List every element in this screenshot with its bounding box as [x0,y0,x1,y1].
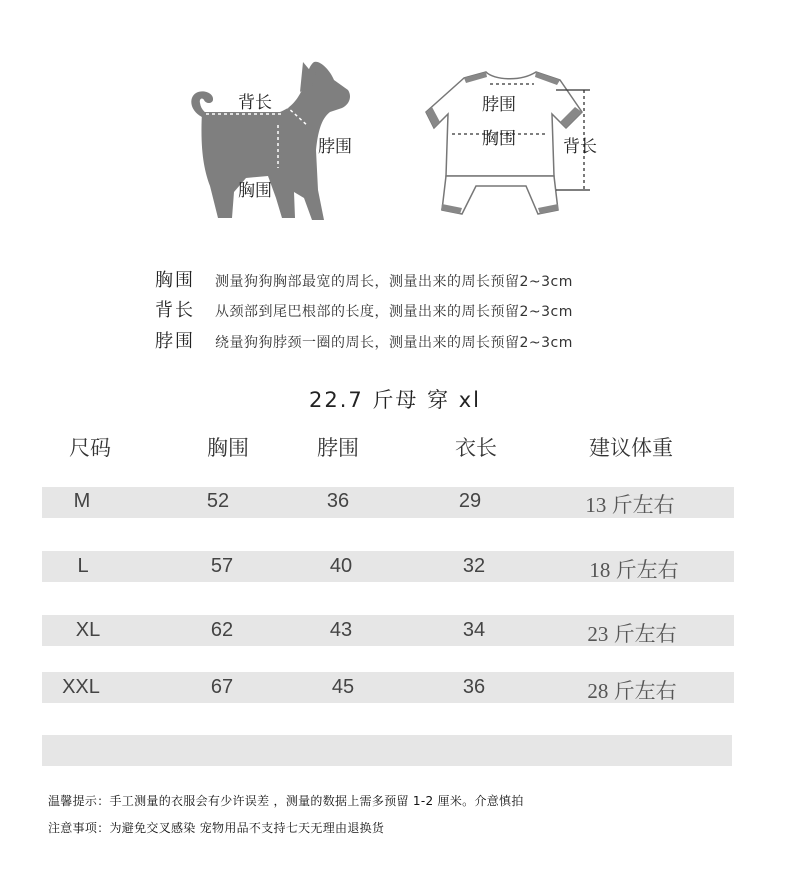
table-header-neck: 脖围 [317,436,359,460]
table-cell-size: M [73,490,91,512]
table-empty-row [42,735,732,766]
definition-desc: 从颈部到尾巴根部的长度，测量出来的周长预留2~3cm [215,304,573,320]
table-cell-weight: 18 斤左右 [589,558,679,582]
note-caution: 注意事项：为避免交叉感染 宠物用品不支持七天无理由退换货 [48,821,385,835]
table-cell-size: L [77,555,89,577]
table-header-length: 衣长 [455,436,497,460]
table-cell-size: XL [75,619,101,641]
table-cell-weight: 28 斤左右 [587,679,677,703]
table-cell-neck: 40 [329,555,353,577]
measurement-illustration [0,0,790,240]
table-cell-weight: 13 斤左右 [585,493,675,517]
table-cell-chest: 52 [206,490,230,512]
weight-note: 22.7 斤母 穿 xl [308,388,482,412]
table-cell-chest: 57 [210,555,234,577]
diagram-svg [0,0,790,240]
definition-desc: 测量狗狗胸部最宽的周长，测量出来的周长预留2~3cm [215,274,573,290]
definition-term: 脖围 [155,331,195,352]
definition-term: 背长 [155,300,195,321]
table-cell-length: 36 [462,676,486,698]
table-header-weight: 建议体重 [589,436,673,460]
table-cell-chest: 67 [210,676,234,698]
definition-term: 胸围 [155,270,195,291]
dog-chest-label: 胸围 [238,181,272,201]
definition-back-length [155,296,573,322]
table-cell-length: 29 [458,490,482,512]
definition-chest [155,266,573,292]
note-tip: 温馨提示：手工测量的衣服会有少许误差 ，测量的数据上需多预留 1-2 厘米。介意慎拍 [48,794,524,808]
definition-desc: 绕量狗狗脖颈一圈的周长，测量出来的周长预留2~3cm [215,335,573,351]
table-cell-chest: 62 [210,619,234,641]
dog-neck-label: 脖围 [318,137,352,157]
definition-neck [155,327,573,353]
garment-neck-label: 脖围 [482,95,516,115]
table-cell-length: 34 [462,619,486,641]
garment-chest-label: 胸围 [482,129,516,149]
dog-back-length-label: 背长 [238,93,272,113]
table-cell-neck: 45 [331,676,355,698]
table-cell-neck: 36 [326,490,350,512]
table-cell-weight: 23 斤左右 [587,622,677,646]
garment-length-label: 背长 [563,137,597,157]
table-header-size: 尺码 [69,436,111,460]
table-header-chest: 胸围 [207,436,249,460]
table-cell-neck: 43 [329,619,353,641]
table-cell-size: XXL [62,676,100,698]
table-cell-length: 32 [462,555,486,577]
